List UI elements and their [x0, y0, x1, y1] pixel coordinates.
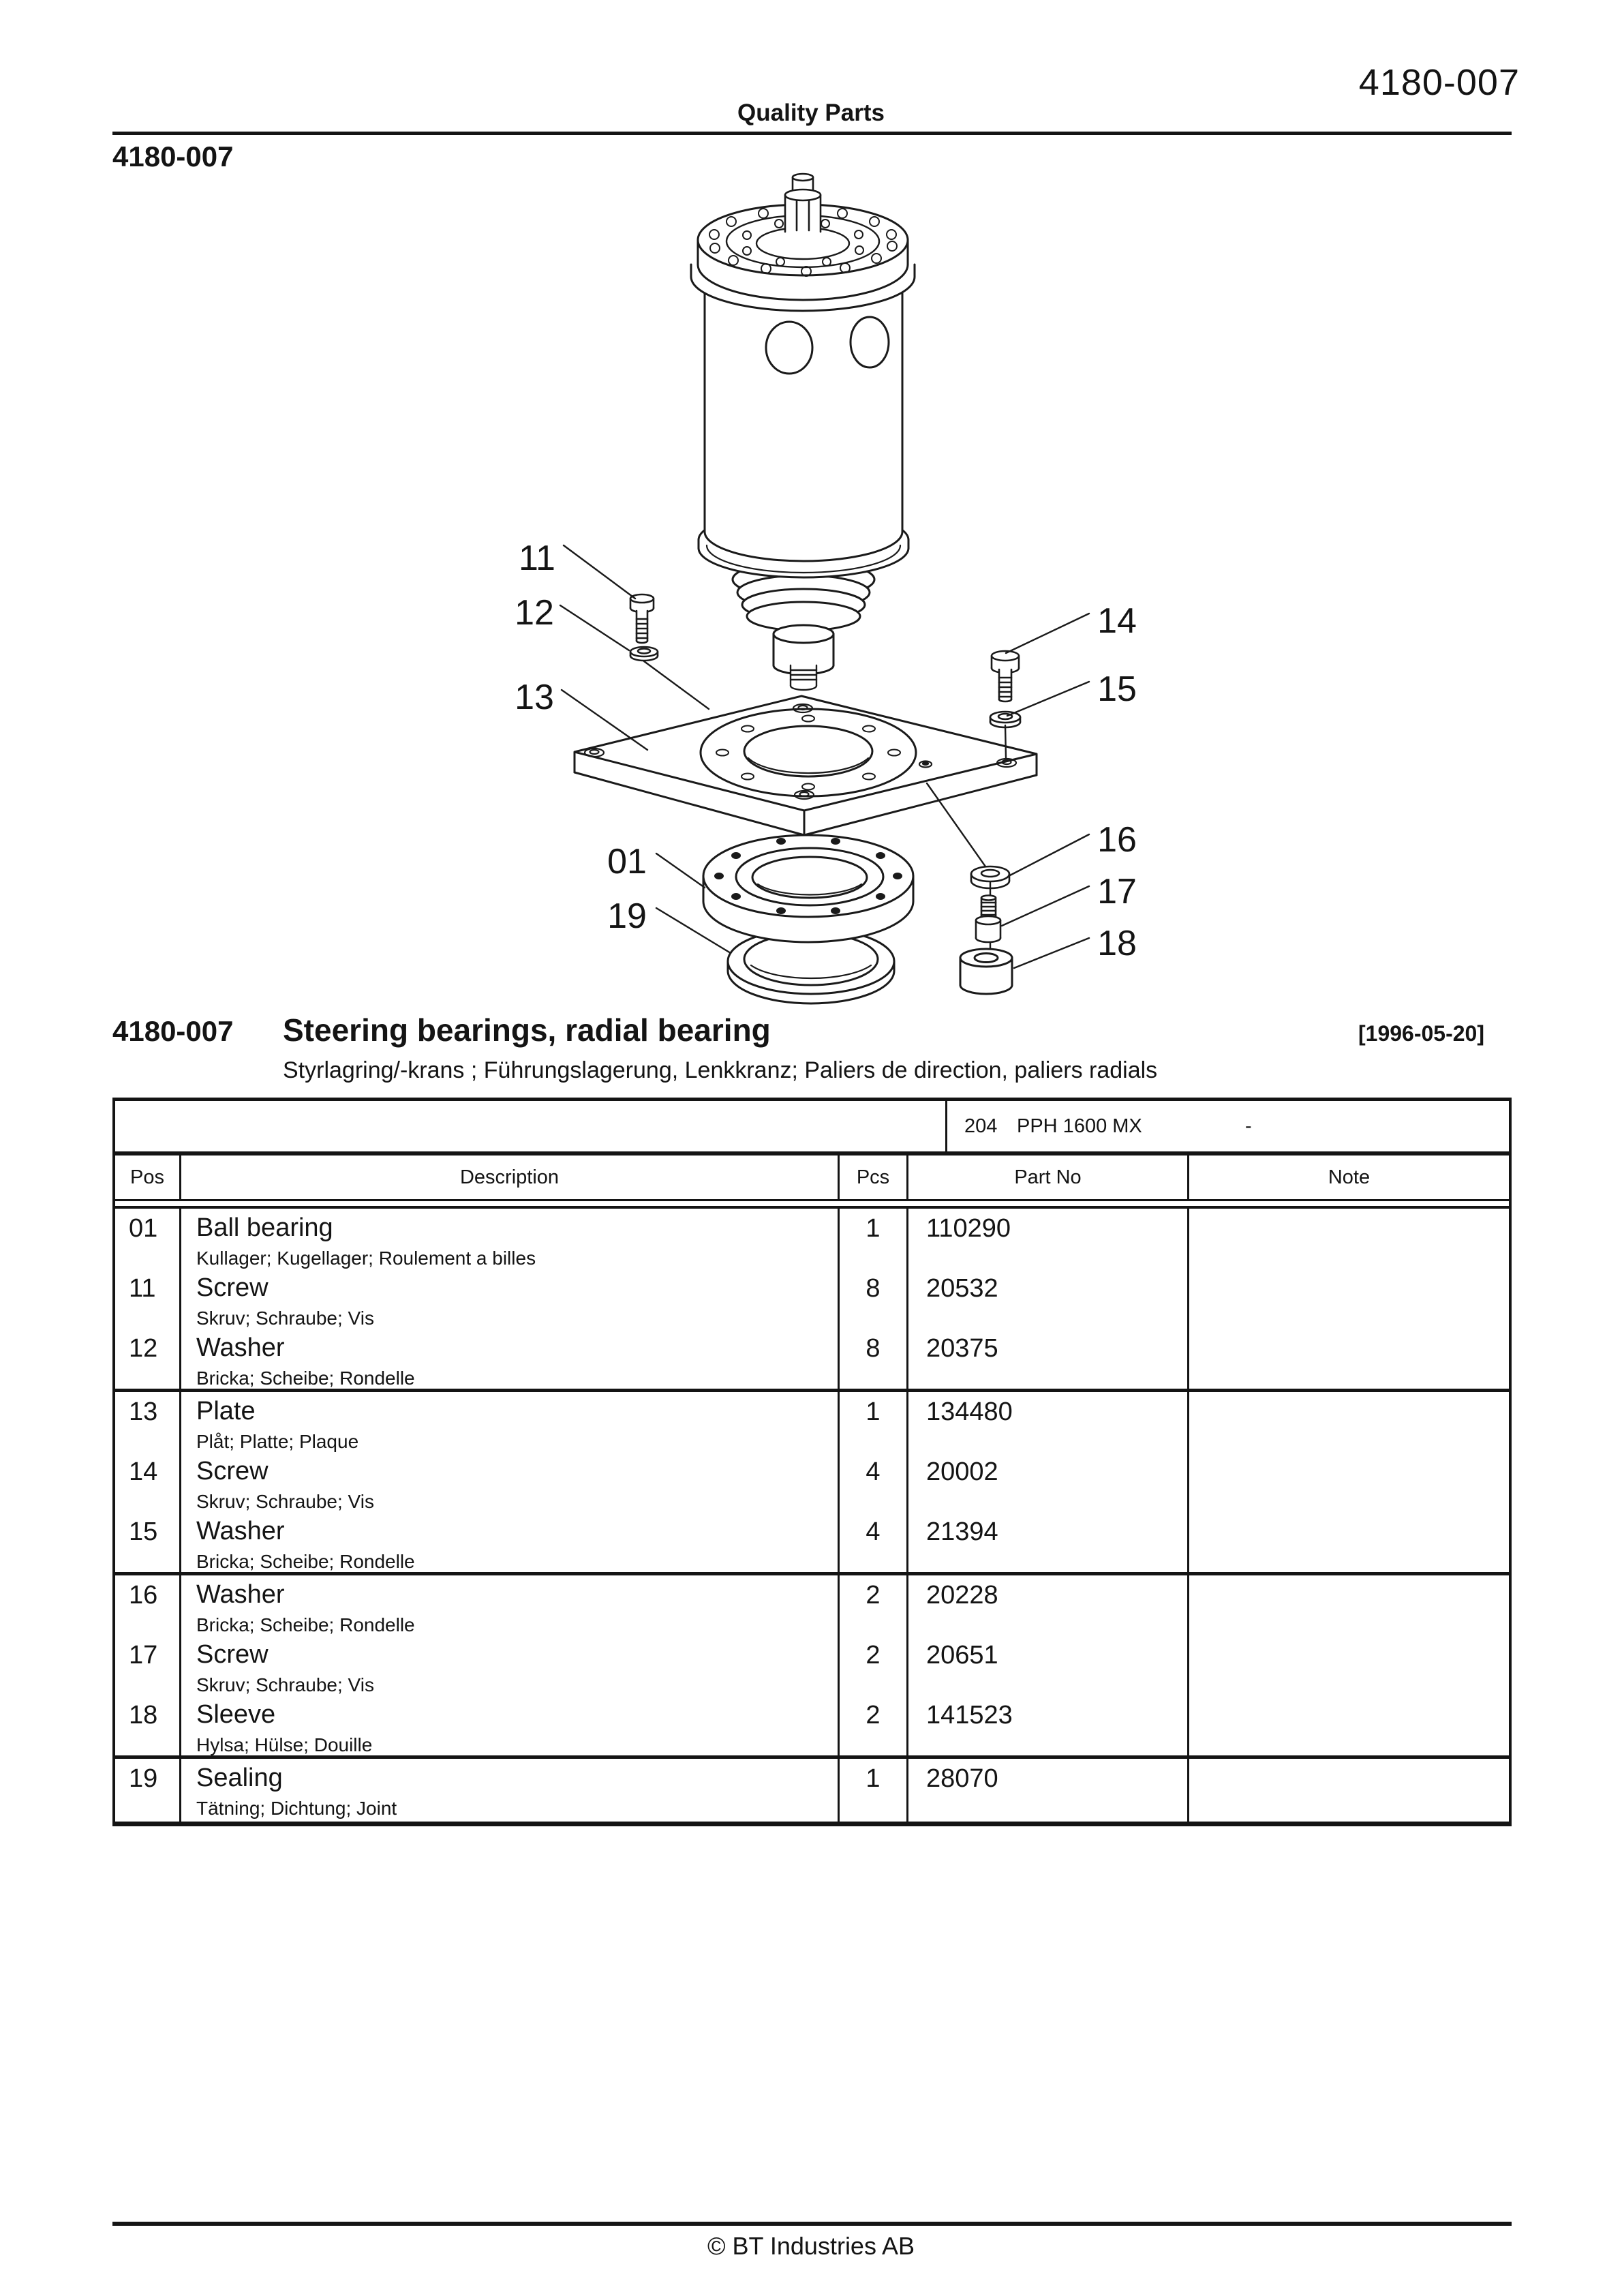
housing-shaft-tip	[791, 665, 816, 690]
description-translations: Plåt; Platte; Plaque	[196, 1430, 359, 1452]
cell-pcs: 8	[840, 1269, 908, 1329]
cell-part-no: 28070	[908, 1759, 1189, 1822]
description-translations: Bricka; Scheibe; Rondelle	[196, 1614, 415, 1635]
cell-pcs: 2	[840, 1635, 908, 1695]
header-double-separator	[115, 1201, 1509, 1209]
table-group	[115, 1755, 1509, 1822]
model-header-divider	[945, 1101, 947, 1151]
header-rule	[112, 132, 1512, 135]
axis-line-bolt-11	[644, 661, 709, 709]
description-main: Ball bearing	[196, 1213, 333, 1242]
cell-description	[181, 1512, 840, 1572]
cell-pos: 11	[115, 1269, 181, 1329]
cell-pcs: 1	[840, 1392, 908, 1452]
part-ball-bearing	[703, 835, 913, 942]
description-main: Sleeve	[196, 1700, 276, 1729]
cell-pos: 17	[115, 1635, 181, 1695]
col-header-part-no: Part No	[908, 1155, 1189, 1199]
cell-description	[181, 1695, 840, 1755]
cell-pos: 14	[115, 1452, 181, 1512]
part-bolt-11	[630, 594, 654, 643]
cell-description	[181, 1575, 840, 1635]
description-translations: Hylsa; Hülse; Douille	[196, 1734, 373, 1755]
description-main: Screw	[196, 1273, 269, 1302]
table-row	[115, 1392, 1509, 1452]
description-translations: Bricka; Scheibe; Rondelle	[196, 1550, 415, 1572]
callout-18: 18	[1097, 924, 1137, 963]
col-header-description: Description	[181, 1155, 840, 1199]
cell-part-no: 21394	[908, 1512, 1189, 1572]
table-row	[115, 1269, 1509, 1329]
table-row	[115, 1329, 1509, 1389]
table-header-row	[115, 1155, 1509, 1201]
cell-part-no: 20228	[908, 1575, 1189, 1635]
table-group	[115, 1389, 1509, 1572]
cell-description	[181, 1269, 840, 1329]
description-main: Washer	[196, 1517, 285, 1545]
col-header-pos: Pos	[115, 1155, 181, 1199]
cell-part-no: 20651	[908, 1635, 1189, 1695]
description-translations: Tätning; Dichtung; Joint	[196, 1797, 397, 1819]
axis-line-right-stack	[927, 783, 990, 873]
exploded-view-diagram	[423, 164, 1268, 1009]
cell-pos: 18	[115, 1695, 181, 1755]
description-translations: Skruv; Schraube; Vis	[196, 1674, 374, 1695]
cell-note	[1189, 1209, 1509, 1269]
table-row	[115, 1695, 1509, 1755]
section-date: [1996-05-20]	[1358, 1021, 1484, 1046]
callout-01: 01	[607, 842, 647, 881]
cell-note	[1189, 1392, 1509, 1452]
cell-pcs: 2	[840, 1695, 908, 1755]
doc-code: 4180-007	[112, 140, 234, 172]
cell-pos: 12	[115, 1329, 181, 1389]
cell-note	[1189, 1575, 1509, 1635]
description-main: Washer	[196, 1333, 285, 1362]
cell-part-no: 110290	[908, 1209, 1189, 1269]
housing-port-left	[766, 322, 812, 374]
cell-description	[181, 1759, 840, 1822]
section-subtitle: Styrlagring/-krans ; Führungslagerung, Lenkkranz; Paliers de direction, paliers radials	[283, 1057, 1158, 1083]
parts-table	[112, 1098, 1512, 1826]
description-translations: Bricka; Scheibe; Rondelle	[196, 1367, 415, 1389]
table-row	[115, 1209, 1509, 1269]
callout-12: 12	[515, 593, 554, 633]
description-translations: Skruv; Schraube; Vis	[196, 1307, 374, 1329]
cell-pcs: 2	[840, 1575, 908, 1635]
cell-pos: 16	[115, 1575, 181, 1635]
part-sleeve-18	[960, 949, 1012, 994]
cell-pos: 01	[115, 1209, 181, 1269]
cell-note	[1189, 1512, 1509, 1572]
description-main: Plate	[196, 1397, 256, 1425]
cell-pos: 13	[115, 1392, 181, 1452]
description-main: Sealing	[196, 1764, 283, 1792]
cell-pos: 15	[115, 1512, 181, 1572]
section-title: Steering bearings, radial bearing	[283, 1012, 771, 1048]
parts-table-body	[115, 1209, 1509, 1822]
cell-description	[181, 1452, 840, 1512]
description-translations: Kullager; Kugellager; Roulement a billes	[196, 1247, 536, 1269]
part-screw-17	[976, 896, 1000, 943]
part-bolt-14	[992, 651, 1019, 701]
callout-15: 15	[1097, 669, 1137, 709]
table-group	[115, 1209, 1509, 1389]
col-header-note: Note	[1328, 1166, 1371, 1188]
cell-note	[1189, 1329, 1509, 1389]
description-translations: Skruv; Schraube; Vis	[196, 1490, 374, 1512]
table-row	[115, 1512, 1509, 1572]
cell-part-no: 20375	[908, 1329, 1189, 1389]
cell-pcs: 1	[840, 1759, 908, 1822]
table-row	[115, 1575, 1509, 1635]
cell-pcs: 8	[840, 1329, 908, 1389]
callout-14: 14	[1097, 601, 1137, 641]
cell-part-no: 20002	[908, 1452, 1189, 1512]
model-name: PPH 1600 MX	[1017, 1115, 1142, 1137]
cell-note	[1189, 1452, 1509, 1512]
cell-pos: 19	[115, 1759, 181, 1822]
cell-part-no: 141523	[908, 1695, 1189, 1755]
cell-part-no: 20532	[908, 1269, 1189, 1329]
header-title: Quality Parts	[737, 100, 885, 126]
description-main: Washer	[196, 1580, 285, 1609]
col-header-pcs: Pcs	[840, 1155, 908, 1199]
model-variant: -	[1245, 1115, 1252, 1137]
cell-note	[1189, 1635, 1509, 1695]
footer-rule	[112, 2222, 1512, 2226]
callout-11: 11	[519, 539, 555, 578]
axis-line-bolt-14	[1005, 725, 1006, 758]
cell-pcs: 4	[840, 1452, 908, 1512]
cell-description	[181, 1209, 840, 1269]
cell-note	[1189, 1759, 1509, 1822]
page-code-top-right: 4180-007	[1358, 62, 1520, 103]
part-washer-12	[630, 647, 658, 661]
cell-description	[181, 1329, 840, 1389]
section-code: 4180-007	[112, 1015, 234, 1047]
cell-pcs: 1	[840, 1209, 908, 1269]
model-header	[115, 1101, 1509, 1155]
footer-copyright: © BT Industries AB	[707, 2232, 915, 2260]
table-group	[115, 1572, 1509, 1755]
part-plate	[575, 696, 1037, 835]
table-row	[115, 1635, 1509, 1695]
callout-13: 13	[515, 678, 554, 717]
callout-17: 17	[1097, 872, 1137, 911]
cell-description	[181, 1635, 840, 1695]
cell-part-no: 134480	[908, 1392, 1189, 1452]
housing-port-right	[851, 317, 889, 367]
cell-note	[1189, 1695, 1509, 1755]
cell-note	[1189, 1269, 1509, 1329]
housing-shaft-stub	[785, 174, 821, 232]
callout-19: 19	[607, 896, 647, 936]
callout-16: 16	[1097, 820, 1137, 860]
model-code: 204	[964, 1115, 998, 1137]
cell-pcs: 4	[840, 1512, 908, 1572]
description-main: Screw	[196, 1640, 269, 1669]
table-row	[115, 1452, 1509, 1512]
cell-description	[181, 1392, 840, 1452]
description-main: Screw	[196, 1457, 269, 1485]
table-row	[115, 1759, 1509, 1822]
